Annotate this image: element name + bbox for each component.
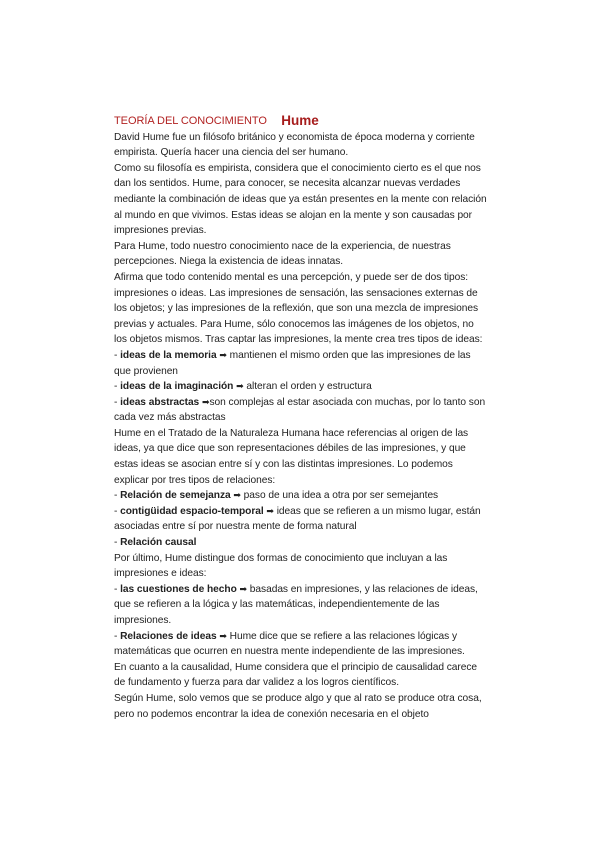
list-term: ideas abstractas bbox=[120, 396, 200, 408]
list-term: contigüidad espacio-temporal bbox=[120, 505, 264, 517]
arrow-icon: ➡ bbox=[219, 349, 227, 360]
list-text: ideas que se refieren a un mismo lugar, están asociadas entre sí por nuestra mente de forma natural bbox=[114, 505, 481, 533]
list-term: Relaciones de ideas bbox=[120, 630, 217, 642]
ideas-list bbox=[114, 348, 488, 426]
arrow-icon: ➡ bbox=[233, 490, 241, 501]
arrow-icon: ➡ bbox=[201, 396, 210, 407]
paragraph: Para Hume, todo nuestro conocimiento nace de la experiencia, de nuestras percepciones. Niega la existencia de ideas innatas. bbox=[114, 240, 451, 268]
arrow-icon: ➡ bbox=[239, 583, 248, 594]
list-bullet: - bbox=[114, 381, 121, 393]
list-bullet: - bbox=[114, 490, 121, 502]
document-body bbox=[114, 114, 488, 722]
list-bullet: - bbox=[114, 396, 121, 408]
list-term: ideas de la imaginación bbox=[120, 381, 234, 393]
list-item bbox=[114, 504, 488, 535]
paragraph: Por último, Hume distingue dos formas de conocimiento que incluyan a las impresiones e ideas: bbox=[114, 552, 448, 580]
knowledge-list bbox=[114, 582, 488, 660]
list-term: Relación causal bbox=[120, 537, 197, 549]
list-bullet: - bbox=[114, 630, 121, 642]
list-item bbox=[114, 629, 488, 660]
list-term: ideas de la memoria bbox=[120, 349, 217, 361]
list-bullet: - bbox=[114, 505, 121, 517]
list-item bbox=[114, 379, 488, 395]
relations-list bbox=[114, 488, 488, 550]
list-item bbox=[114, 348, 488, 379]
paragraph: Como su filosofía es empirista, considera que el conocimiento cierto es el que nos dan los sentidos. Hume, para conocer, se necesita alcanzar nuevas verdades mediante la combinación de ideas que ya están presentes en la mente con relación al mundo en que vivimos. Estas ideas se alojan en la mente y son causadas por impresiones previas. bbox=[114, 162, 487, 237]
list-text: son complejas al estar asociada con muchas, por lo tanto son cada vez más abstractas bbox=[114, 396, 486, 424]
paragraph: Hume en el Tratado de la Naturaleza Humana hace referencias al origen de las ideas, ya que dice que son representaciones débiles de las impresiones, y que estas ideas se asocian entre sí y con las distintas impresiones. Lo podemos explicar por tres tipos de relaciones: bbox=[114, 427, 469, 486]
paragraph: Afirma que todo contenido mental es una percepción, y puede ser de dos tipos: impresiones o ideas. Las impresiones de sensación, las sensaciones externas de los objetos; y las impresiones de la reflexión, que son una mezcla de impresiones previas y actuales. Para Hume, sólo conocemos las imágenes de los objetos, no los objetos mismos. Tras captar las impresiones, la mente crea tres tipos de ideas: bbox=[114, 271, 483, 346]
list-text: mantienen el mismo orden que las impresiones de las que provienen bbox=[114, 349, 471, 377]
list-text: alteran el orden y estructura bbox=[243, 381, 372, 393]
list-item bbox=[114, 582, 488, 629]
list-text: paso de una idea a otra por ser semejantes bbox=[240, 490, 439, 502]
list-text: basadas en impresiones, y las relaciones de ideas, que se refieren a la lógica y las matemáticas, independientemente de las impresiones. bbox=[114, 583, 478, 626]
paragraph: David Hume fue un filósofo británico y economista de época moderna y corriente empirista. Quería hacer una ciencia del ser humano. bbox=[114, 131, 475, 159]
paragraph: En cuanto a la causalidad, Hume considera que el principio de causalidad carece de fundamento y fuerza para dar validez a los logros científicos. bbox=[114, 661, 478, 689]
arrow-icon: ➡ bbox=[219, 630, 227, 641]
paragraph: Según Hume, solo vemos que se produce algo y que al rato se produce otra cosa, pero no podemos encontrar la idea de conexión necesaria en el objeto bbox=[114, 692, 482, 720]
list-text: Hume dice que se refiere a las relaciones lógicas y matemáticas que ocurren en nuestra mente independiente de las impresiones. bbox=[114, 630, 465, 658]
arrow-icon: ➡ bbox=[236, 381, 244, 392]
list-bullet: - bbox=[114, 583, 121, 595]
list-term: las cuestiones de hecho bbox=[120, 583, 237, 595]
list-term: Relación de semejanza bbox=[120, 490, 231, 502]
arrow-icon: ➡ bbox=[266, 505, 274, 516]
section-heading: TEORÍA DEL CONOCIMIENTO bbox=[114, 115, 267, 127]
list-bullet: - bbox=[114, 349, 121, 361]
list-item bbox=[114, 395, 488, 426]
list-bullet: - bbox=[114, 537, 121, 549]
document-title: Hume bbox=[281, 113, 319, 128]
list-item bbox=[114, 488, 488, 504]
list-item bbox=[114, 535, 488, 551]
